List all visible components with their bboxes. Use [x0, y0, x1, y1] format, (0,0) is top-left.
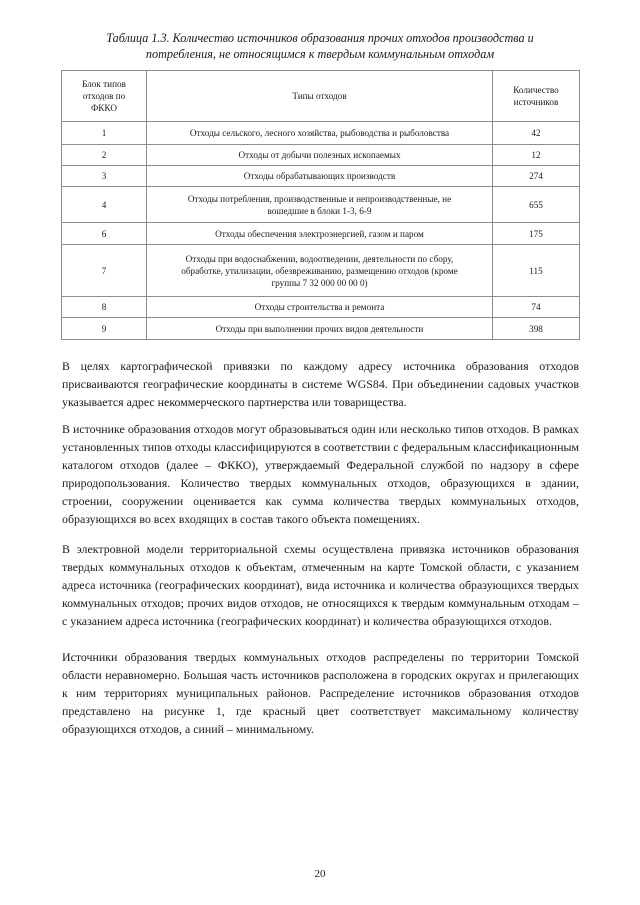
- count-cell: 74: [493, 297, 580, 318]
- table-caption: [60, 30, 580, 62]
- table-row: [62, 223, 580, 245]
- count-cell: 175: [493, 223, 580, 245]
- block-cell: 2: [62, 145, 147, 166]
- header-count-cell: Количество источников: [493, 71, 580, 122]
- type-cell: Отходы сельского, лесного хозяйства, рыбоводства и рыболовства: [147, 122, 493, 145]
- table-row: [62, 318, 580, 340]
- type-cell: Отходы от добычи полезных ископаемых: [147, 145, 493, 166]
- block-cell: 7: [62, 245, 147, 297]
- paragraph-waste-types: В источнике образования отходов могут образовываться один или несколько типов отходов. В рамках установленных типов отходы классифицируются в соответствии с федеральным классификационным каталогом отходов (далее – ФККО), утверждаемый Федеральной службой по надзору в сфере природопользования. Количество твердых коммунальных отходов, образующихся в здании, строении, сооружении оценивается как сумма количества твердых коммунальных отходов, образующихся во всех входящих в состав такого объекта помещениях.: [62, 422, 579, 526]
- table-row: [62, 166, 580, 187]
- waste-sources-table: [61, 70, 580, 340]
- block-cell: 3: [62, 166, 147, 187]
- header-block-cell: Блок типов отходов по ФККО: [62, 71, 147, 122]
- table-header-row: [62, 71, 580, 122]
- count-cell: 274: [493, 166, 580, 187]
- count-cell: 12: [493, 145, 580, 166]
- type-cell: Отходы при водоснабжении, водоотведении, деятельности по сбору, обработке, утилизации, обезвреживанию, размещению отходов (кроме группы 7 32 000 00 00 0): [147, 245, 493, 297]
- type-cell: Отходы строительства и ремонта: [147, 297, 493, 318]
- count-cell: 115: [493, 245, 580, 297]
- block-cell: 9: [62, 318, 147, 340]
- table-row: [62, 145, 580, 166]
- type-cell: Отходы обрабатывающих производств: [147, 166, 493, 187]
- block-cell: 8: [62, 297, 147, 318]
- table-caption-line-2: потребления, не относящимся к твердым коммунальным отходам: [145, 47, 495, 61]
- header-type-cell: Типы отходов: [147, 71, 493, 122]
- count-cell: 42: [493, 122, 580, 145]
- paragraph-coordinates: В целях картографической привязки по каждому адресу источника образования отходов присваиваются географические координаты в системе WGS84. При объединении садовых участков указывается адрес некоммерческого партнерства или товарищества.: [62, 359, 579, 409]
- paragraph-electronic-model: В электровной модели территориальной схемы осуществлена привязка источников образования твердых коммунальных отходов к объектам, отмеченным на карте Томской области, с указанием адреса источника (географических координат), вида источника и количества образующихся твердых коммунальных отходов; прочих видов отходов, не относящихся к твердым коммунальным отходам – с указанием адреса источника (географических координат) и количества образующихся отходов.: [62, 542, 579, 628]
- block-cell: 6: [62, 223, 147, 245]
- table-row: [62, 122, 580, 145]
- type-cell: Отходы при выполнении прочих видов деятельности: [147, 318, 493, 340]
- count-cell: 398: [493, 318, 580, 340]
- block-cell: 4: [62, 187, 147, 223]
- table-caption-line-1: Таблица 1.3. Количество источников образования прочих отходов производства и: [106, 31, 534, 45]
- table-row: [62, 187, 580, 223]
- paragraph-distribution: Источники образования твердых коммунальных отходов распределены по территории Томской области неравномерно. Большая часть источников расположена в городских округах и прилегающих к ним территориях муниципальных районов. Распределение источников образования отходов представлено на рисунке 1, где красный цвет соответствует максимальному количеству образующихся отходов, а синий – минимальному.: [62, 650, 579, 736]
- block-cell: 1: [62, 122, 147, 145]
- type-cell: Отходы потребления, производственные и непроизводственные, не вошедшие в блоки 1-3, 6-9: [147, 187, 493, 223]
- type-cell: Отходы обеспечения электроэнергией, газом и паром: [147, 223, 493, 245]
- table-row: [62, 297, 580, 318]
- count-cell: 655: [493, 187, 580, 223]
- table-row: [62, 245, 580, 297]
- page-number: 20: [314, 868, 326, 880]
